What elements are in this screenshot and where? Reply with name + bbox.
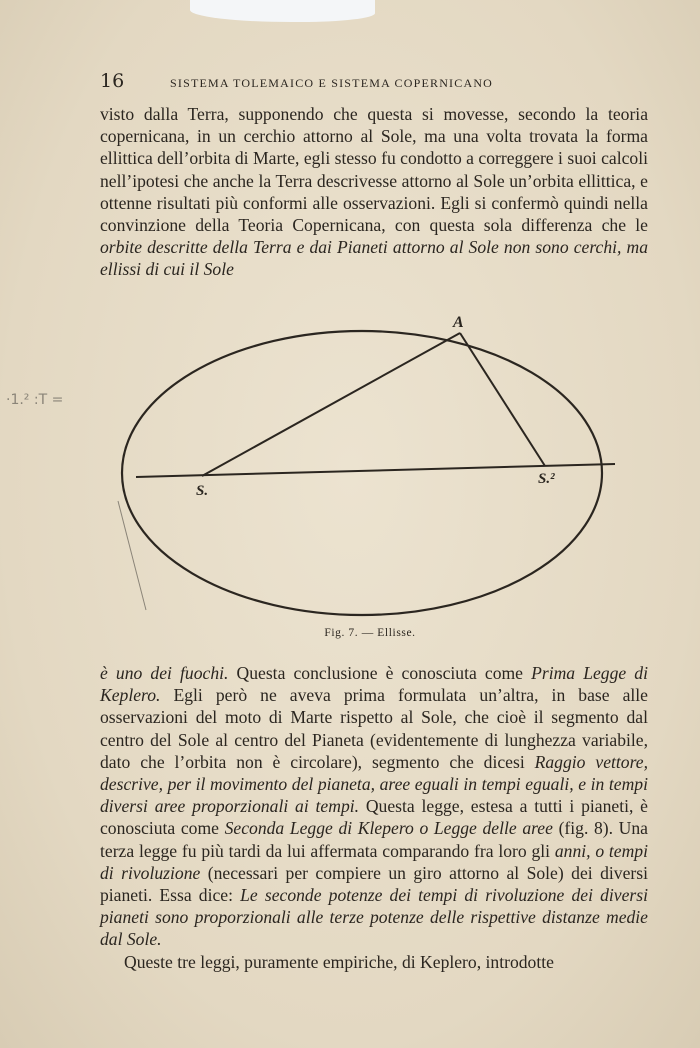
page-header (100, 70, 660, 94)
paragraph-last (100, 951, 648, 973)
label-focus-s1: S. (196, 483, 209, 499)
italic-run: anni, o tempi di rivoluzione (100, 840, 648, 883)
paragraph (100, 103, 648, 281)
italic-run: Seconda Legge di Klepero o Legge delle aree (224, 818, 553, 839)
italic-run: Raggio vettore, descrive, per il movimento del pianeta, aree eguali in tempi eguali, e in tempi diversi aree proporzionali ai tempi. (100, 751, 648, 817)
italic-run: Le seconde potenze dei tempi di rivoluzione dei diversi pianeti sono proporzionali alle terze potenze delle rispettive distanze medie dal Sole. (100, 885, 648, 950)
paragraph-bottom (100, 662, 648, 973)
label-point-a: A (453, 314, 464, 331)
pencil-stroke (118, 501, 146, 610)
italic-run: è uno dei fuochi. (100, 663, 229, 683)
figure-caption: Fig. 7. — Ellisse. (324, 627, 416, 639)
margin-pencil-note: ·1.² :T = (6, 392, 64, 408)
text-run: Egli però ne aveva prima formulata un’altra, in base alle osservazioni del moto di Marte rispetto al Sole, che cioè il segmento dal centro del Sole al centro del Pianeta (evidentemente di lunghezza variabile, dato che l’orbita non è circolare), segmento che dicesi (100, 685, 648, 772)
italic-run: orbite descritte della Terra e dai Pianeti attorno al Sole non sono cerchi, ma ellissi di cui il Sole (100, 237, 648, 280)
running-head: SISTEMA TOLEMAICO E SISTEMA COPERNICANO (170, 76, 494, 90)
text-run: Questa conclusione è conosciuta come (228, 663, 532, 683)
paragraph (100, 662, 648, 951)
label-focus-s2: S.² (538, 471, 555, 487)
ellipse-orbit (122, 331, 602, 615)
radius-vector-s2 (460, 333, 545, 466)
italic-run: Prima Legge di Keplero. (100, 663, 648, 706)
paragraph-top (100, 103, 648, 281)
torn-corner (190, 0, 375, 22)
text-run: (fig. 8). Una terza legge fu più tardi da lui affermata comparando fra loro gli (100, 818, 648, 861)
text-run: Queste tre leggi, puramente empiriche, di Keplero, introdotte (124, 951, 554, 972)
text-run: Questa legge, estesa a tutti i pianeti, è conosciuta come (100, 796, 648, 839)
text-run: (necessari per compiere un giro attorno al Sole) dei diversi pianeti. Essa dice: (100, 862, 648, 906)
radius-vector-s1 (202, 333, 460, 476)
text-run: visto dalla Terra, supponendo che questa si movesse, secondo la teoria copernicana, in un cerchio attorno al Sole, ma una volta trovata la forma ellittica dell’orbita di Marte, egli stesso fu condotto a correggere i suoi calcoli nell’ipotesi che anche la Terra descrivesse attorno al Sole un’orbita ellittica, e ottenne risultati più conformi alle osservazioni. Egli si confermò quindi nella convinzione della Teoria Copernicana, con questa sola differenza che le (100, 104, 648, 236)
ellipse-figure (110, 305, 630, 625)
page-number: 16 (100, 70, 125, 92)
